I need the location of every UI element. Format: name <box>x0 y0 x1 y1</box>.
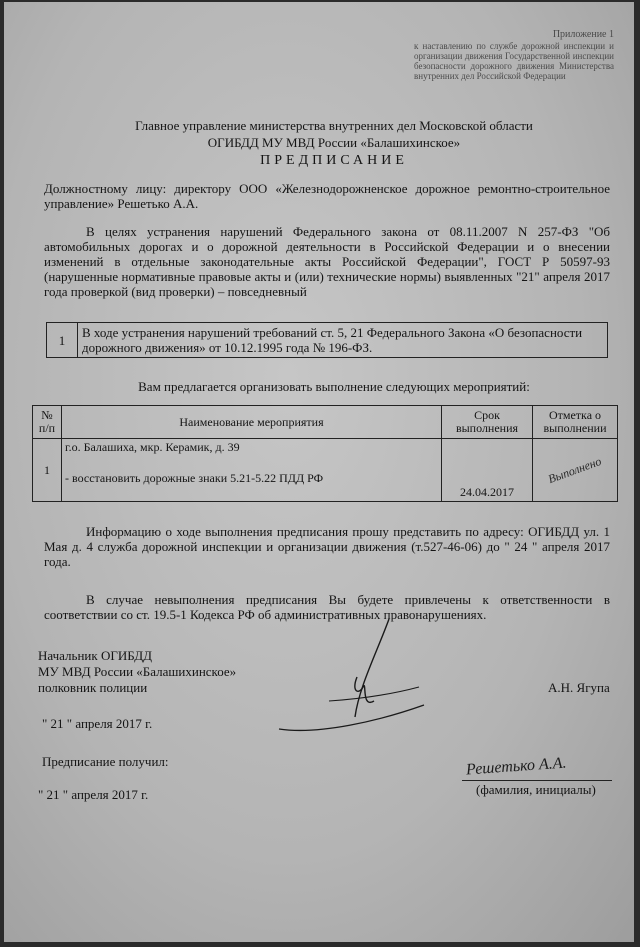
row-task: - восстановить дорожные знаки 5.21-5.22 ПДД РФ <box>65 471 324 485</box>
row-measure <box>62 439 442 502</box>
addressee: Должностному лицу: директору ООО «Железнодорожненское дорожное ремонтно-строительное управление» Решетько А.А. <box>44 181 610 211</box>
col-name-header: Наименование мероприятия <box>62 406 442 439</box>
appendix-text: к наставлению по службе дорожной инспекции и организации движения Государственной инспекции безопасности дорожного движения Министерства внутренних дел Российской Федерации <box>414 41 614 81</box>
col-deadline-header: Срок выполнения <box>442 406 533 439</box>
document-page <box>4 2 634 942</box>
signatory-title: Начальник ОГИБДД <box>38 648 152 663</box>
row-num: 1 <box>33 439 62 502</box>
row-deadline: 24.04.2017 <box>442 439 533 502</box>
received-label: Предписание получил: <box>42 754 169 769</box>
intro-paragraph: В целях устранения нарушений Федерального закона от 08.11.2007 N 257-ФЗ "Об автомобильных дорогах и о дорожной деятельности в Российской Федерации и о внесении изменений в отдельные законодательные акты Российской Федерации", ГОСТ Р 50597-93 (нарушенные нормативные правовые акты и (или) технические нормы) выявленных "21" апреля 2017 года проверкой (вид проверки) – повседневный <box>44 224 610 299</box>
signatory-department: МУ МВД России «Балашихинское» <box>38 664 237 679</box>
violation-num: 1 <box>47 323 78 358</box>
table-header-row <box>33 406 618 439</box>
signatory-rank: полковник полиции <box>38 680 148 695</box>
measures-table <box>32 405 618 502</box>
appendix-heading: Приложение 1 <box>552 29 614 40</box>
header-ministry: Главное управление министерства внутренних дел Московской области <box>135 118 533 133</box>
chief-signature <box>259 617 449 747</box>
receiver-signature: Решетько А.А. <box>465 754 567 779</box>
info-paragraph: Информацию о ходе выполнения предписания прошу представить по адресу: ОГИБДД ул. 1 Мая д. 4 служба дорожной инспекции и организации движения (т.527-46-06) до " 24 " апреля 2017 года. <box>44 524 610 569</box>
row-address: г.о. Балашиха, мкр. Керамик, д. 39 <box>65 440 240 454</box>
header-department: ОГИБДД МУ МВД России «Балашихинское» <box>207 135 461 150</box>
table-row <box>33 439 618 502</box>
issue-date: " 21 " апреля 2017 г. <box>42 716 153 731</box>
document-title: ПРЕДПИСАНИЕ <box>260 153 408 168</box>
receiver-caption: (фамилия, инициалы) <box>476 782 596 797</box>
measures-intro: Вам предлагается организовать выполнение следующих мероприятий: <box>138 379 530 394</box>
col-mark-header: Отметка о выполнении <box>533 406 618 439</box>
signatory-block <box>38 648 236 696</box>
signatory-name: А.Н. Ягупа <box>548 680 610 695</box>
col-num-header: № п/п <box>33 406 62 439</box>
violation-text: В ходе устранения нарушений требований ст. 5, 21 Федерального Закона «О безопасности дорожного движения» от 10.12.1995 года № 196-ФЗ. <box>78 323 608 358</box>
received-date: " 21 " апреля 2017 г. <box>38 787 149 802</box>
appendix-note <box>414 30 614 81</box>
row-mark-handwriting: Выполнено <box>546 453 604 486</box>
row-mark <box>533 439 618 502</box>
table-row <box>47 323 608 358</box>
signature-line <box>462 780 612 781</box>
violation-table <box>46 322 608 358</box>
warning-paragraph: В случае невыполнения предписания Вы будете привлечены к ответственности в соответствии со ст. 19.5-1 Кодекса РФ об административных правонарушениях. <box>44 592 610 622</box>
